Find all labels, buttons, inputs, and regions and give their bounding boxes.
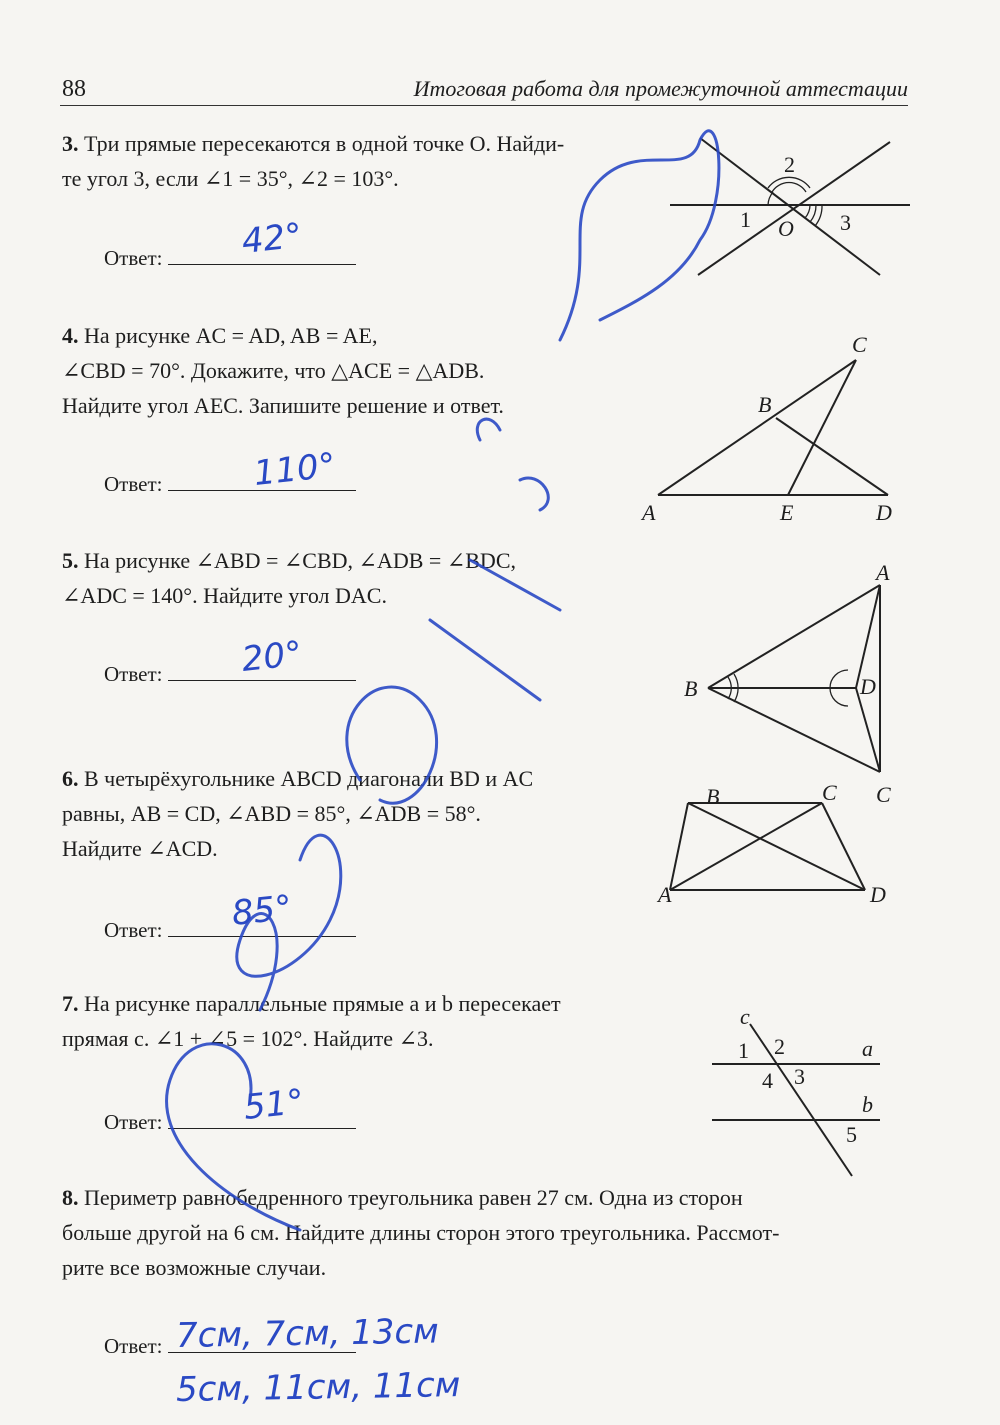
page-number: 88: [62, 76, 86, 102]
line-b-label: b: [862, 1092, 873, 1117]
answer-label: Ответ:: [104, 1110, 163, 1134]
point-a-label: A: [876, 560, 890, 585]
answer-3: [104, 244, 356, 271]
answer-7: [104, 1108, 356, 1135]
answer-label: Ответ:: [104, 246, 163, 270]
point-e-label: E: [780, 500, 794, 525]
task-number: 4.: [62, 323, 79, 348]
point-b-label: B: [758, 392, 772, 417]
task-text: рите все возможные случаи.: [62, 1255, 327, 1280]
task-text: Три прямые пересекаются в одной точке O. Найди-: [84, 131, 565, 156]
point-o-label: O: [778, 216, 794, 241]
task-text: На рисунке AC = AD, AB = AE,: [84, 323, 378, 348]
running-title: Итоговая работа для промежуточной аттестации: [413, 76, 908, 101]
handwritten-answer-5: 20°: [239, 633, 305, 680]
handwritten-answer-6: 85°: [229, 887, 295, 934]
task-text: равны, AB = CD, ∠ABD = 85°, ∠ADB = 58°.: [62, 801, 481, 826]
task-5: [62, 543, 516, 613]
task-number: 3.: [62, 131, 79, 156]
task-text: Найдите ∠ACD.: [62, 836, 218, 861]
angle-1-label: 1: [738, 1038, 749, 1063]
task-3: [62, 126, 564, 196]
task-text: ∠CBD = 70°. Докажите, что △ACE = △ADB.: [62, 358, 485, 383]
answer-6: [104, 916, 356, 943]
point-a-label: A: [642, 500, 656, 525]
handwritten-answer-3: 42°: [239, 215, 305, 262]
task-number: 5.: [62, 548, 79, 573]
line-c-label: c: [740, 1004, 750, 1029]
handwritten-answer-8-second-line: 5см, 11см, 11см: [175, 1365, 461, 1410]
angle-1-label: 1: [740, 207, 751, 232]
handwritten-answer-7: 51°: [241, 1081, 307, 1128]
point-c-label: C: [822, 780, 837, 805]
task-4: [62, 318, 504, 423]
task-text: На рисунке параллельные прямые a и b пересекает: [84, 991, 561, 1016]
task-number: 7.: [62, 991, 79, 1016]
task-text: Найдите угол AEC. Запишите решение и ответ.: [62, 393, 504, 418]
answer-label: Ответ:: [104, 918, 163, 942]
task-text: больше другой на 6 см. Найдите длины сторон этого треугольника. Рассмот-: [62, 1220, 780, 1245]
point-b-label: B: [706, 784, 720, 809]
angle-5-label: 5: [846, 1122, 857, 1147]
point-d-label: D: [860, 674, 876, 699]
answer-label: Ответ:: [104, 472, 163, 496]
task-number: 6.: [62, 766, 79, 791]
figure-parallel-lines-7: [700, 1002, 900, 1182]
point-d-label: D: [876, 500, 892, 525]
task-text: прямая c. ∠1 + ∠5 = 102°. Найдите ∠3.: [62, 1026, 434, 1051]
angle-3-label: 3: [840, 210, 851, 235]
angle-2-label: 2: [774, 1034, 785, 1059]
angle-2-label: 2: [784, 152, 795, 177]
point-c-label: C: [852, 332, 867, 357]
header-rule: [60, 105, 908, 106]
task-number: 8.: [62, 1185, 79, 1210]
handwritten-answer-8: 7см, 7см, 13см: [175, 1311, 440, 1356]
figure-triangle-5: [680, 560, 910, 807]
task-text: На рисунке ∠ABD = ∠CBD, ∠ADB = ∠BDC,: [84, 548, 516, 573]
task-text: ∠ADC = 140°. Найдите угол DAC.: [62, 583, 387, 608]
answer-label: Ответ:: [104, 1334, 163, 1358]
point-d-label: D: [870, 882, 886, 907]
angle-3-label: 3: [794, 1064, 805, 1089]
task-text: те угол 3, если ∠1 = 35°, ∠2 = 103°.: [62, 166, 399, 191]
handwritten-answer-4: 110°: [251, 445, 338, 494]
figure-triangles-4: [630, 330, 910, 530]
figure-three-lines: [660, 130, 920, 280]
point-b-label: B: [684, 676, 698, 701]
answer-5: [104, 660, 356, 687]
task-text: Периметр равнобедренного треугольника равен 27 см. Одна из сторон: [84, 1185, 743, 1210]
point-c-label: C: [876, 782, 891, 807]
line-a-label: a: [862, 1036, 873, 1061]
task-text: В четырёхугольнике ABCD диагонали BD и AC: [84, 766, 534, 791]
point-a-label: A: [658, 882, 672, 907]
task-8: [62, 1180, 904, 1285]
figure-quadrilateral-6: [650, 780, 910, 910]
answer-label: Ответ:: [104, 662, 163, 686]
angle-4-label: 4: [762, 1068, 773, 1093]
task-6: [62, 761, 533, 866]
task-7: [62, 986, 561, 1056]
